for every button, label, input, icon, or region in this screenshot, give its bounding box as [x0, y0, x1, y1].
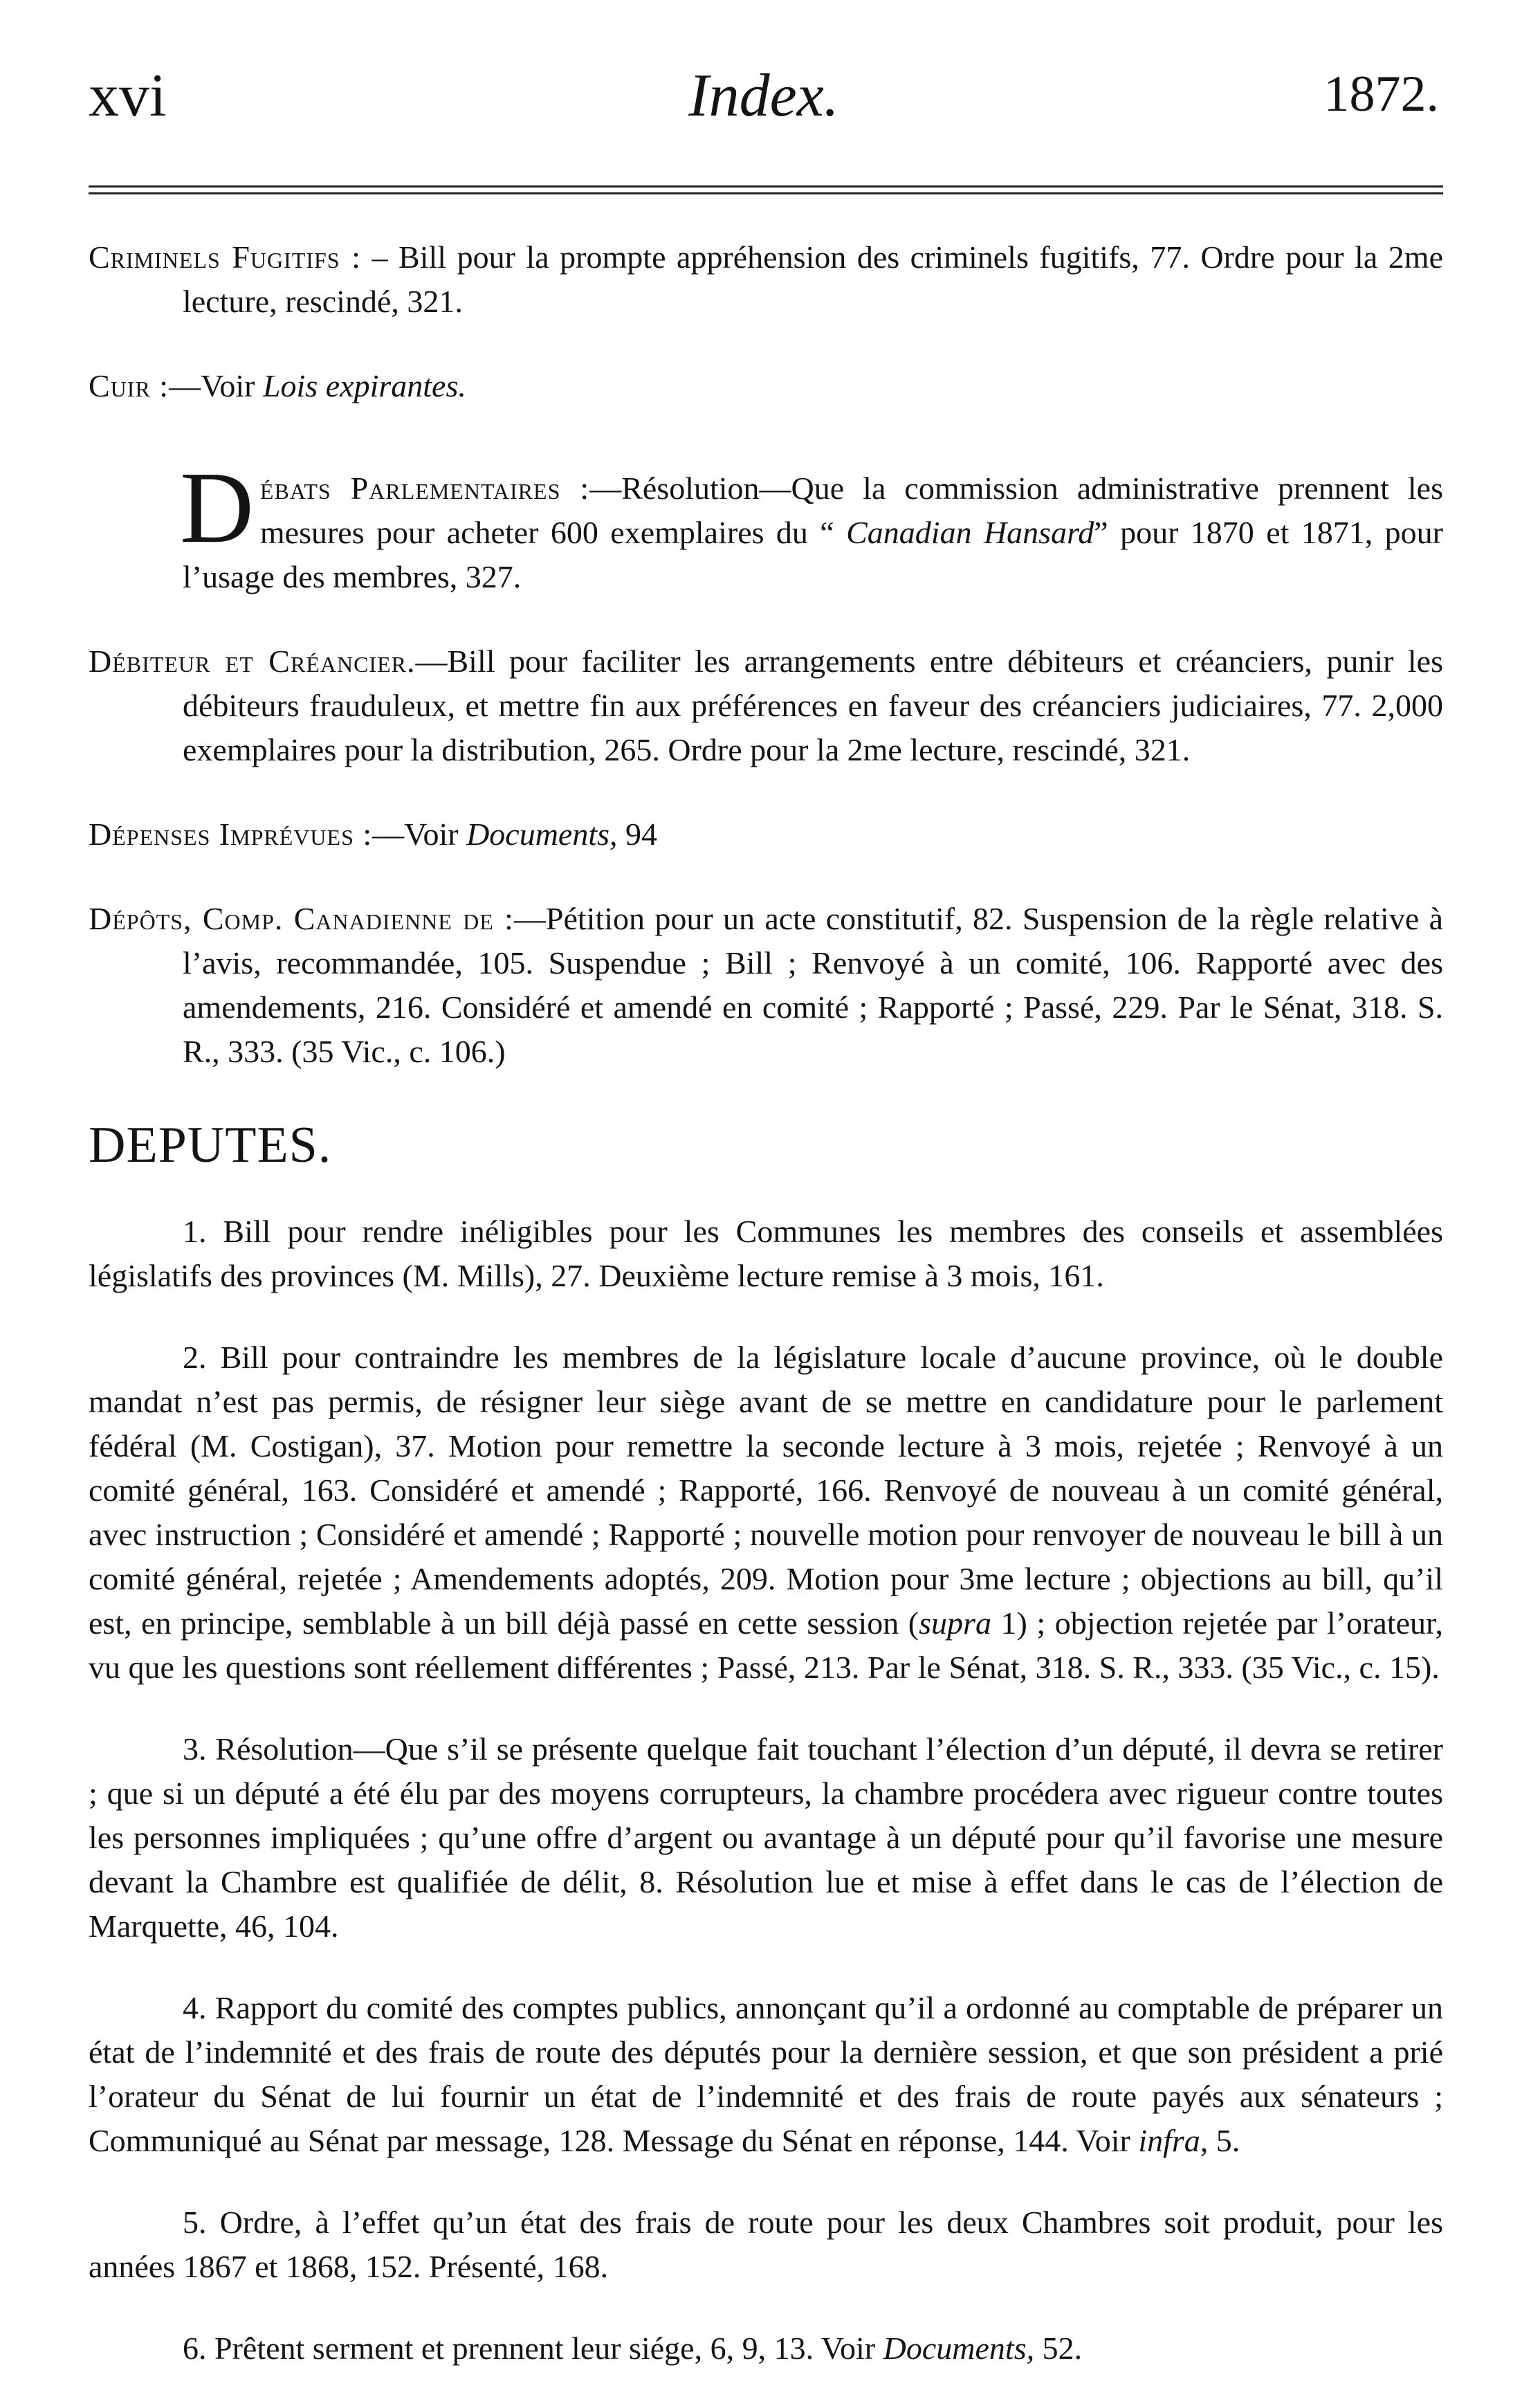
item-text: 1. Bill pour rendre inéligibles pour les Communes les membres des conseils et assemblées législatifs des provinces (M. Mills), 27. Deuxième lecture remise à 3 mois, 161.: [89, 1214, 1443, 1293]
entry-text: —Pétition pour un acte constitutif, 82. Suspension de la règle relative à l’avis, recommandée, 105. Suspendue ; Bill ; Renvoyé à un comité, 106. Rapporté avec des amendements, 216. Considéré et amendé en comité ; Rapporté ; Passé, 229. Par le Sénat, 318. S. R., 333. (35 Vic., c. 106.): [183, 901, 1443, 1069]
entry-text: —Résolution—Que la commission administrative prennent les mesures pour acheter 600 exemplaires du “: [259, 471, 1443, 550]
item-text: 5. Ordre, à l’effet qu’un état des frais de route pour les deux Chambres soit produit, pour les années 1867 et 1868, 152. Présenté, 168.: [89, 2205, 1443, 2284]
entry-text: —Voir: [372, 817, 467, 852]
item-text-continued: 1) ; objection rejetée par l’orateur, vu que les questions sont réellement différentes ; Passé, 213. Par le Sénat, 318. S. R., 333. (35 Vic., c. 15).: [89, 1605, 1443, 1685]
header-rule-top: [89, 185, 1443, 188]
cross-reference: supra: [919, 1605, 991, 1641]
entry-text: —Voir: [169, 368, 263, 403]
entry-heading: Dépenses Imprévues :: [89, 817, 373, 852]
deputes-item-1: [89, 1210, 1443, 1298]
item-text: 2. Bill pour contraindre les membres de la législature locale d’aucune province, où le double mandat n’est pas permis, de résigner leur siège avant de se mettre en candidature pour le parlement fédéral (M. Costigan), 37. Motion pour remettre la seconde lecture à 3 mois, rejetée ; Renvoyé à un comité général, 163. Considéré et amendé ; Rapporté, 166. Renvoyé de nouveau à un comité général, avec instruction ; Considéré et amendé ; Rapporté ; nouvelle motion pour renvoyer de nouveau le bill à un comité général, rejetée ; Amendements adoptés, 209. Motion pour 3me lecture ; objections au bill, qu’il est, en principe, semblable à un bill déjà passé en cette session (: [89, 1340, 1443, 1641]
index-entry-debiteur-creancier: [89, 639, 1443, 772]
item-text: 4. Rapport du comité des comptes publics, annonçant qu’il a ordonné au comptable de préparer un état de l’indemnité et des frais de route des députés pour la dernière session, et que son président a prié l’orateur du Sénat de lui fournir un état de l’indemnité et des frais de route payés aux sénateurs ; Communiqué au Sénat par message, 128. Message du Sénat en réponse, 144. Voir: [89, 1990, 1443, 2158]
index-entry-criminels-fugitifs: [89, 235, 1443, 324]
deputes-item-4: [89, 1986, 1443, 2163]
header-rule-bottom: [89, 192, 1443, 194]
deputes-item-5: [89, 2200, 1443, 2289]
entry-text-continued: 94: [617, 817, 658, 852]
entry-heading: Dépôts, Comp. Canadienne de :: [89, 901, 514, 936]
entry-heading: Cuir :: [89, 368, 169, 403]
entry-heading: Débiteur et Créancier.: [89, 644, 416, 679]
page-header: [89, 61, 1439, 144]
item-text-continued: 52.: [1034, 2331, 1083, 2366]
page-number: xvi: [89, 62, 167, 129]
item-text: 6. Prêtent serment et prennent leur siége, 6, 9, 13. Voir: [183, 2331, 883, 2366]
entry-text: —Bill pour faciliter les arrangements entre débiteurs et créanciers, punir les débiteurs frauduleux, et mettre fin aux préférences en faveur des créanciers judiciaires, 77. 2,000 exemplaires pour la distribution, 265. Ordre pour la 2me lecture, rescindé, 321.: [183, 644, 1443, 767]
index-entry-debats-parlementaires: [89, 451, 1443, 599]
index-entry-depenses-imprevues: [89, 812, 1443, 857]
deputes-item-6: [89, 2326, 1443, 2371]
cross-reference: Documents,: [466, 817, 618, 852]
item-text: 3. Résolution—Que s’il se présente quelque fait touchant l’élection d’un député, il devra se retirer ; que si un député a été élu par des moyens corrupteurs, la chambre procédera avec rigueur contre toutes les personnes impliquées ; qu’une offre d’argent ou avantage à un député pour qu’il favorise une mesure devant la Chambre est qualifiée de délit, 8. Résolution lue et mise à effet dans le cas de l’élection de Marquette, 46, 104.: [89, 1731, 1443, 1944]
deputes-item-2: [89, 1335, 1443, 1690]
entry-text-continued: ” pour 1870 et 1871, pour l’usage des membres, 327.: [183, 515, 1443, 594]
cross-reference: infra,: [1138, 2123, 1209, 2158]
year-label: 1872.: [1323, 66, 1439, 122]
index-entry-cuir: [89, 364, 1443, 408]
entry-heading: Criminels Fugitifs :: [89, 239, 361, 275]
drop-cap: D: [180, 451, 255, 565]
index-content: [89, 235, 1443, 2408]
running-title: Index.: [688, 62, 839, 129]
item-text-continued: 5.: [1208, 2123, 1240, 2158]
cross-reference: Canadian Hansard: [846, 515, 1094, 550]
section-title-deputes: DEPUTES.: [89, 1117, 332, 1174]
cross-reference: Documents,: [883, 2331, 1035, 2366]
cross-reference: Lois expirantes.: [262, 368, 466, 403]
deputes-item-3: [89, 1727, 1443, 1949]
index-entry-depots-comp-canadienne: [89, 897, 1443, 1074]
entry-text: – Bill pour la prompte appréhension des criminels fugitifs, 77. Ordre pour la 2me lecture, rescindé, 321.: [183, 239, 1443, 319]
entry-heading: ébats Parlementaires :: [259, 471, 590, 506]
